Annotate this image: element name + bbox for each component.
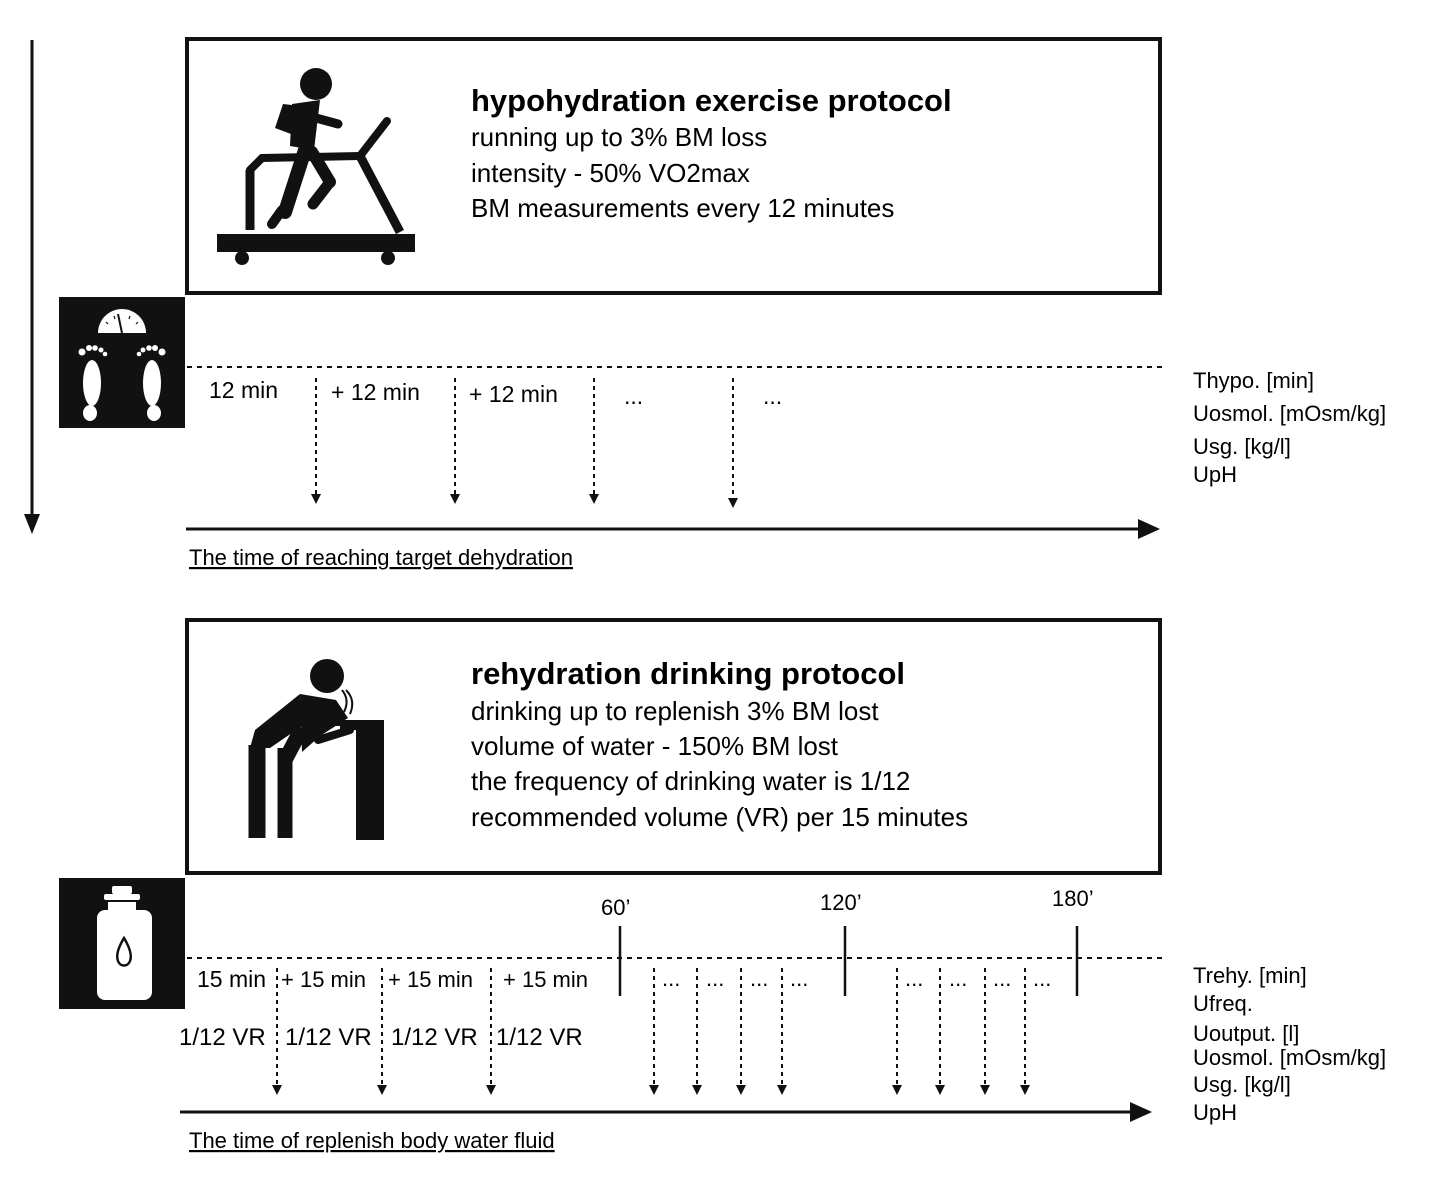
- hypo-line-2: intensity - 50% VO2max: [471, 158, 750, 188]
- rehy-dots-8: ...: [1033, 966, 1052, 991]
- rehy-interval-3: + 15 min: [388, 967, 473, 992]
- rehy-dots-7: ...: [993, 966, 1012, 991]
- hypo-line-1: running up to 3% BM loss: [471, 122, 768, 152]
- hypo-interval-3: + 12 min: [469, 381, 558, 407]
- rehy-dots-4: ...: [790, 966, 809, 991]
- rehy-line-3: the frequency of drinking water is 1/12: [471, 766, 911, 796]
- rehy-vr-4: 1/12 VR: [496, 1024, 583, 1051]
- weight-scale-icon: [59, 297, 185, 428]
- rehy-line-2: volume of water - 150% BM lost: [471, 731, 839, 761]
- rehy-tick-180: 180’: [1052, 886, 1094, 911]
- water-bottle-icon: [59, 878, 185, 1009]
- hypo-interval-1: 12 min: [209, 377, 279, 403]
- rehy-title: rehydration drinking protocol: [471, 656, 906, 691]
- vertical-flow-arrow: [24, 40, 40, 534]
- rehy-dots-2: ...: [706, 966, 725, 991]
- rehy-vr-2: 1/12 VR: [285, 1024, 372, 1051]
- hypo-interval-5: ...: [763, 383, 783, 409]
- rehy-measurement-4: Uosmol. [mOsm/kg]: [1193, 1045, 1387, 1070]
- hypo-arrow-heads: [311, 494, 738, 508]
- hypo-measurement-2: Uosmol. [mOsm/kg]: [1193, 401, 1387, 426]
- person-drinking-fountain-icon: [250, 659, 384, 840]
- rehy-vr-3: 1/12 VR: [391, 1024, 478, 1051]
- hypo-measurement-1: Thypo. [min]: [1193, 368, 1315, 393]
- rehy-axis-caption: The time of replenish body water fluid: [189, 1128, 555, 1153]
- rehy-dots-1: ...: [662, 966, 681, 991]
- hypo-measurement-3: Usg. [kg/l]: [1193, 434, 1291, 459]
- hypo-title: hypohydration exercise protocol: [471, 83, 952, 118]
- rehy-measurement-5: Usg. [kg/l]: [1193, 1072, 1291, 1097]
- hypo-interval-4: ...: [624, 383, 644, 409]
- rehy-tick-120: 120’: [820, 890, 862, 915]
- hypo-measurement-4: UpH: [1193, 462, 1238, 487]
- rehy-measurement-6: UpH: [1193, 1100, 1238, 1125]
- rehy-interval-2: + 15 min: [281, 967, 366, 992]
- rehy-line-4: recommended volume (VR) per 15 minutes: [471, 802, 969, 832]
- hypo-line-3: BM measurements every 12 minutes: [471, 193, 895, 223]
- rehy-dots-3: ...: [750, 966, 769, 991]
- rehy-dots-6: ...: [949, 966, 968, 991]
- hypo-interval-2: + 12 min: [331, 379, 420, 405]
- rehy-measurement-1: Trehy. [min]: [1193, 963, 1307, 988]
- rehy-measurement-2: Ufreq.: [1193, 991, 1253, 1016]
- rehy-interval-4: + 15 min: [503, 967, 588, 992]
- rehy-vr-1: 1/12 VR: [179, 1024, 266, 1051]
- rehy-line-1: drinking up to replenish 3% BM lost: [471, 696, 879, 726]
- rehy-dots-5: ...: [905, 966, 924, 991]
- hypo-time-axis: [186, 519, 1160, 539]
- rehy-time-axis: [180, 1102, 1152, 1122]
- rehy-arrow-heads: [272, 1085, 1030, 1095]
- rehy-tick-60: 60’: [601, 895, 631, 920]
- rehy-measurement-3: Uoutput. [l]: [1193, 1021, 1300, 1046]
- runner-on-treadmill-icon: [217, 68, 415, 265]
- hypo-axis-caption: The time of reaching target dehydration: [189, 545, 574, 570]
- rehy-interval-1: 15 min: [197, 966, 267, 992]
